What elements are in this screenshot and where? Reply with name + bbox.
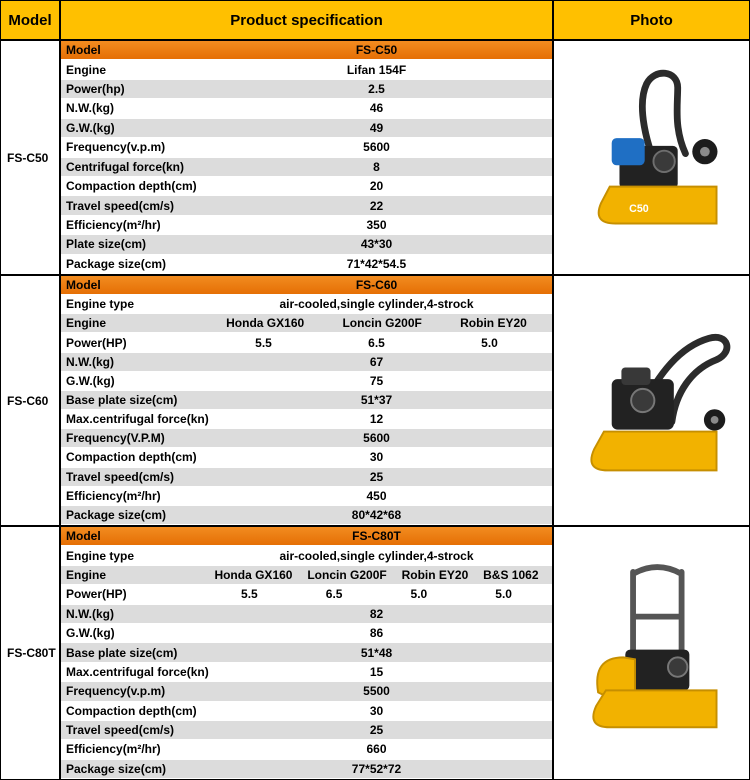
spec-value: 8 [373,159,380,174]
table-row [61,235,552,254]
spec-value: 5500 [363,684,390,699]
table-row [61,468,552,487]
spec-value: 350 [366,218,387,232]
table-row [61,546,552,565]
table-row [61,585,552,604]
spec-label: G.W.(kg) [66,626,115,641]
section-model-label: FS-C50 [1,41,61,274]
table-row [61,333,552,352]
engine-options [201,566,552,584]
spec-table-fs-c80t [61,527,554,779]
table-row [61,663,552,682]
table-row [61,605,552,624]
power-option: 5.0 [495,587,512,602]
spec-label: Travel speed(cm/s) [66,198,175,213]
spec-value: FS-C80T [352,529,401,544]
spec-value: 46 [369,101,384,116]
spec-label: Package size(cm) [66,761,167,776]
spec-value: 86 [369,626,384,641]
table-row [61,721,552,740]
section-fs-c50 [1,41,749,276]
table-row [61,60,552,79]
table-row [61,80,552,99]
header-photo: Photo [630,11,673,29]
engine-option: Robin EY20 [401,567,469,582]
engine-option: Honda GX160 [214,567,293,582]
power-option: 6.5 [368,335,385,350]
spec-value: 49 [369,120,384,135]
spec-value: 12 [369,412,384,427]
table-row [61,506,552,525]
section-fs-c80t [1,527,749,779]
table-row [61,682,552,701]
engine-option: Robin EY20 [460,316,527,331]
power-option: 5.0 [481,335,498,350]
spec-label: Package size(cm) [66,507,167,522]
model-row [61,276,552,295]
spec-label: Plate size(cm) [66,237,147,252]
spec-label: Package size(cm) [66,256,167,271]
power-options [201,585,552,603]
spec-label: Frequency(v.p.m) [66,140,166,155]
spec-value: 51*48 [360,645,393,660]
spec-value: 75 [369,373,384,388]
model-row [61,41,552,60]
table-row [61,740,552,759]
spec-table-fs-c50 [61,41,554,274]
spec-value: 77*52*72 [351,761,402,776]
table-row [61,314,552,333]
compactor-photo-fs-c50 [569,60,734,255]
header-model: Model [1,1,61,39]
spec-value: 5600 [363,140,390,155]
spec-value: FS-C50 [355,43,398,58]
table-row [61,643,552,662]
spec-table-fs-c60 [61,276,554,525]
spec-value: 82 [369,606,384,621]
spec-value: 30 [369,703,384,718]
spec-value: Lifan 154F [346,62,407,77]
spec-label: Efficiency(m²/hr) [66,742,161,757]
photo-cell-fs-c50 [554,41,749,274]
spec-value: 67 [369,354,384,369]
spec-label: Power(hp) [66,82,125,97]
table-row [61,353,552,372]
spec-label: Engine type [66,548,135,563]
spec-value: 51*37 [360,393,393,408]
spec-label: Model [66,278,101,293]
spec-label: Frequency(V.P.M) [66,431,165,446]
spec-label: N.W.(kg) [66,101,114,116]
table-row [61,177,552,196]
table-row [61,196,552,215]
header-product-specification: Product specification [61,1,554,39]
spec-value: 20 [369,179,384,194]
spec-label: Model [66,43,101,58]
spec-label: Efficiency(m²/hr) [66,488,161,503]
spec-label: Model [66,529,101,544]
spec-value: FS-C60 [355,278,398,293]
spec-value: 5600 [363,431,390,446]
spec-value: 25 [369,723,384,738]
spec-value: 43*30 [360,237,393,252]
table-row [61,216,552,235]
spec-label: Engine type [66,297,135,312]
power-option: 5.5 [241,587,258,602]
section-fs-c60 [1,276,749,527]
spec-label: Compaction depth(cm) [66,703,197,718]
spec-label: Travel speed(cm/s) [66,723,175,738]
spec-label: Engine [66,316,107,331]
table-row [61,372,552,391]
spec-label: Base plate size(cm) [66,645,178,660]
power-options [201,333,552,351]
spec-value: 71*42*54.5 [346,256,407,271]
spec-label: G.W.(kg) [66,373,115,388]
table-row [61,448,552,467]
table-row [61,99,552,118]
spec-label: Compaction depth(cm) [66,450,197,465]
svg-text:C50: C50 [629,202,649,215]
spec-label: Power(HP) [66,587,127,602]
spec-label: Centrifugal force(kn) [66,159,185,174]
spec-value: 15 [369,664,384,679]
engine-option: Honda GX160 [226,316,305,331]
engine-option: Loncin G200F [307,567,387,582]
table-row [61,487,552,506]
photo-cell-fs-c80t [554,527,749,779]
table-row [61,138,552,157]
spec-value: 2.5 [368,82,385,97]
table-row [61,624,552,643]
spec-label: Engine [66,567,107,582]
engine-option: Loncin G200F [342,316,422,331]
photo-cell-fs-c60 [554,276,749,525]
power-option: 5.0 [410,587,428,602]
spec-label: Engine [66,62,107,77]
spec-label: Frequency(v.p.m) [66,684,166,699]
spec-value: 30 [369,450,384,465]
table-row [61,410,552,429]
table-row [61,429,552,448]
table-header [1,1,749,41]
spec-label: Max.centrifugal force(kn) [66,412,209,427]
power-option: 6.5 [325,587,343,602]
model-row [61,527,552,546]
spec-label: Efficiency(m²/hr) [66,218,161,232]
engine-options [201,314,552,332]
spec-label: Base plate size(cm) [66,393,178,408]
table-row [61,255,552,274]
spec-label: G.W.(kg) [66,120,115,135]
spec-label: Max.centrifugal force(kn) [66,664,209,679]
spec-label: N.W.(kg) [66,606,114,621]
spec-value: 450 [366,488,387,503]
power-option: 5.5 [255,335,272,350]
spec-label: Compaction depth(cm) [66,179,197,194]
spec-value: air-cooled,single cylinder,4-strock [279,548,474,563]
spec-label: Travel speed(cm/s) [66,469,175,484]
table-row [61,391,552,410]
table-row [61,295,552,314]
compactor-photo-fs-c80t [569,556,734,751]
table-row [61,702,552,721]
table-row [61,119,552,138]
spec-label: Power(HP) [66,335,127,350]
table-row [61,566,552,585]
compactor-photo-fs-c60 [569,303,734,498]
engine-option: B&S 1062 [483,567,539,582]
spec-label: N.W.(kg) [66,354,114,369]
table-row [61,760,552,779]
spec-value: 22 [369,198,384,213]
table-row [61,158,552,177]
spec-value: 25 [369,469,384,484]
spec-value: 660 [366,742,387,757]
section-model-label: FS-C80T [1,527,61,779]
spec-value: 80*42*68 [351,507,402,522]
section-model-label: FS-C60 [1,276,61,525]
spec-value: air-cooled,single cylinder,4-strock [279,297,474,312]
